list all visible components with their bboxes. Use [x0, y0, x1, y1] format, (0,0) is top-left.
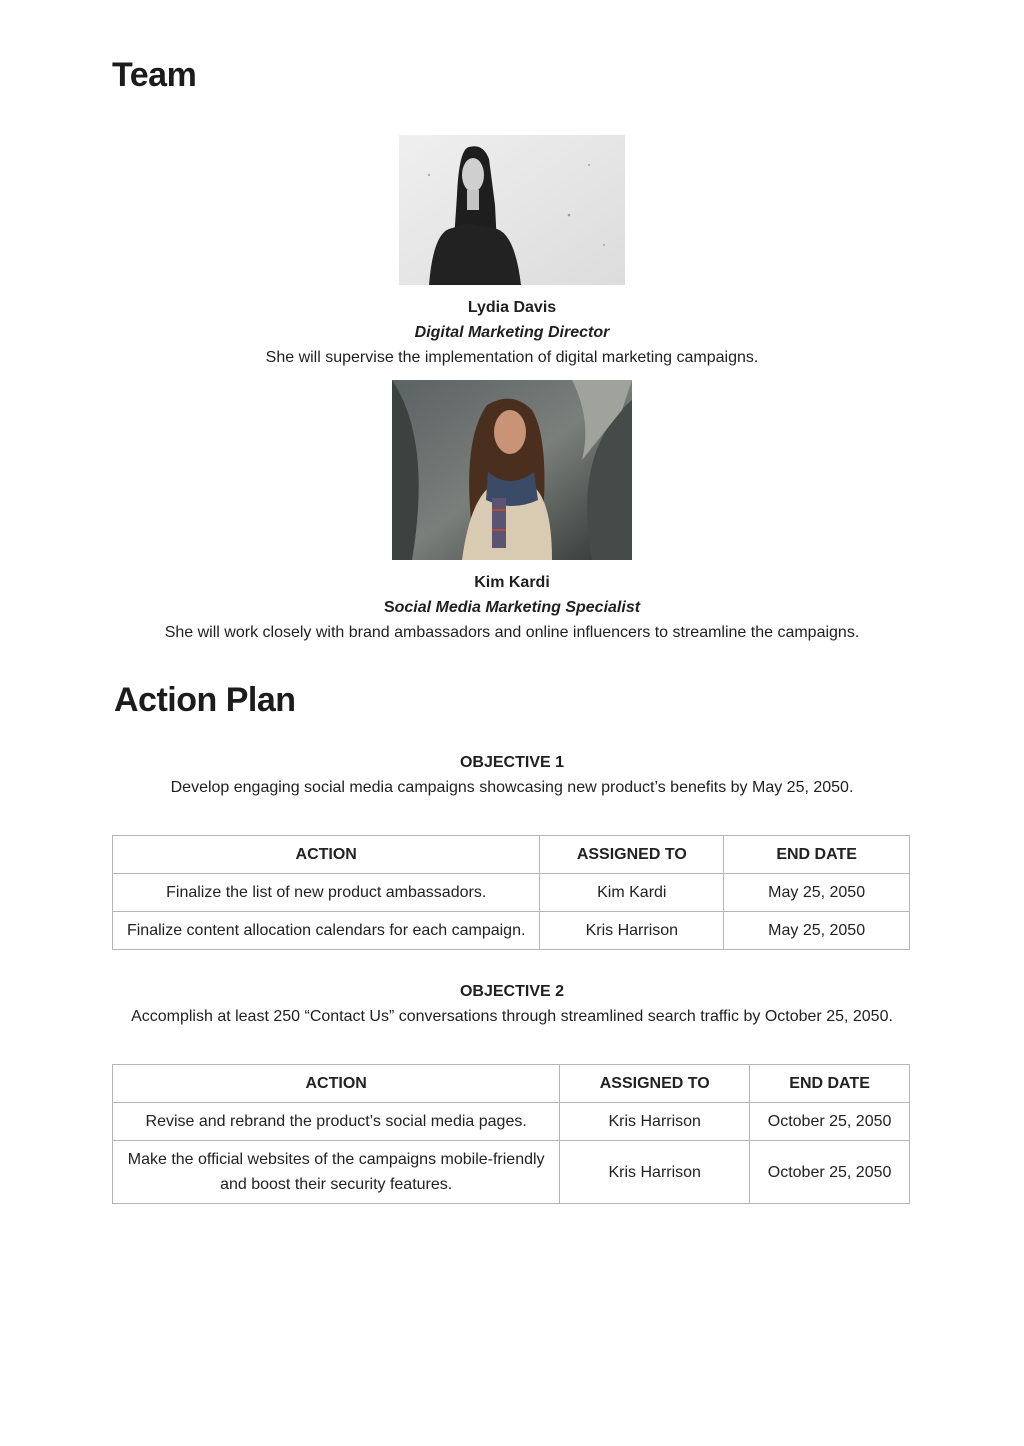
action-table: [112, 1064, 910, 1204]
member-role-text: ocial Media Marketing Specialist: [394, 599, 641, 616]
member-description: She will work closely with brand ambassadors and online influencers to streamline the campaigns.: [164, 624, 860, 641]
action-table: [112, 835, 910, 950]
portrait-photo-icon: [399, 135, 625, 285]
cell-end-date: May 25, 2050: [724, 874, 910, 912]
column-header-end-date: END DATE: [724, 836, 910, 874]
team-heading: Team: [112, 56, 197, 94]
team-member-card: [0, 380, 1024, 645]
column-header-action: ACTION: [113, 836, 540, 874]
cell-action: Make the official websites of the campaigns mobile-friendly and boost their security features.: [113, 1141, 560, 1204]
column-header-assigned-to: ASSIGNED TO: [540, 836, 724, 874]
objective-title: OBJECTIVE 2: [459, 983, 565, 1000]
cell-assigned-to: Kris Harrison: [560, 1141, 750, 1204]
table-row: [113, 1103, 910, 1141]
cell-end-date: October 25, 2050: [750, 1141, 910, 1204]
column-header-action: ACTION: [113, 1065, 560, 1103]
column-header-assigned-to: ASSIGNED TO: [560, 1065, 750, 1103]
portrait-photo-icon: [392, 380, 632, 560]
team-member-card: [0, 135, 1024, 370]
table-row: [113, 912, 910, 950]
objective-title: OBJECTIVE 1: [459, 754, 565, 771]
cell-action: Finalize content allocation calendars for each campaign.: [113, 912, 540, 950]
member-name: Lydia Davis: [467, 299, 557, 316]
member-description: She will supervise the implementation of digital marketing campaigns.: [265, 349, 759, 366]
table-header-row: [113, 836, 910, 874]
objective-block: [0, 750, 1024, 800]
objective-description: Accomplish at least 250 “Contact Us” conversations through streamlined search traffic by October 25, 2050.: [131, 1008, 893, 1025]
member-name: Kim Kardi: [474, 574, 550, 591]
column-header-end-date: END DATE: [750, 1065, 910, 1103]
table-header-row: [113, 1065, 910, 1103]
member-role: [0, 320, 1024, 345]
member-photo-lydia: [399, 135, 625, 285]
cell-action: Revise and rebrand the product’s social media pages.: [113, 1103, 560, 1141]
cell-action: Finalize the list of new product ambassadors.: [113, 874, 540, 912]
cell-end-date: May 25, 2050: [724, 912, 910, 950]
member-role-text: Digital Marketing Director: [414, 324, 610, 341]
cell-assigned-to: Kim Kardi: [540, 874, 724, 912]
objective-description: Develop engaging social media campaigns showcasing new product’s benefits by May 25, 2050.: [170, 779, 854, 796]
cell-end-date: October 25, 2050: [750, 1103, 910, 1141]
cell-assigned-to: Kris Harrison: [560, 1103, 750, 1141]
objective-block: [0, 979, 1024, 1029]
member-role: [0, 595, 1024, 620]
action-plan-heading: Action Plan: [114, 681, 296, 719]
table-row: [113, 1141, 910, 1204]
member-photo-kim: [392, 380, 632, 560]
member-role-initial: S: [383, 599, 395, 616]
cell-assigned-to: Kris Harrison: [540, 912, 724, 950]
table-row: [113, 874, 910, 912]
